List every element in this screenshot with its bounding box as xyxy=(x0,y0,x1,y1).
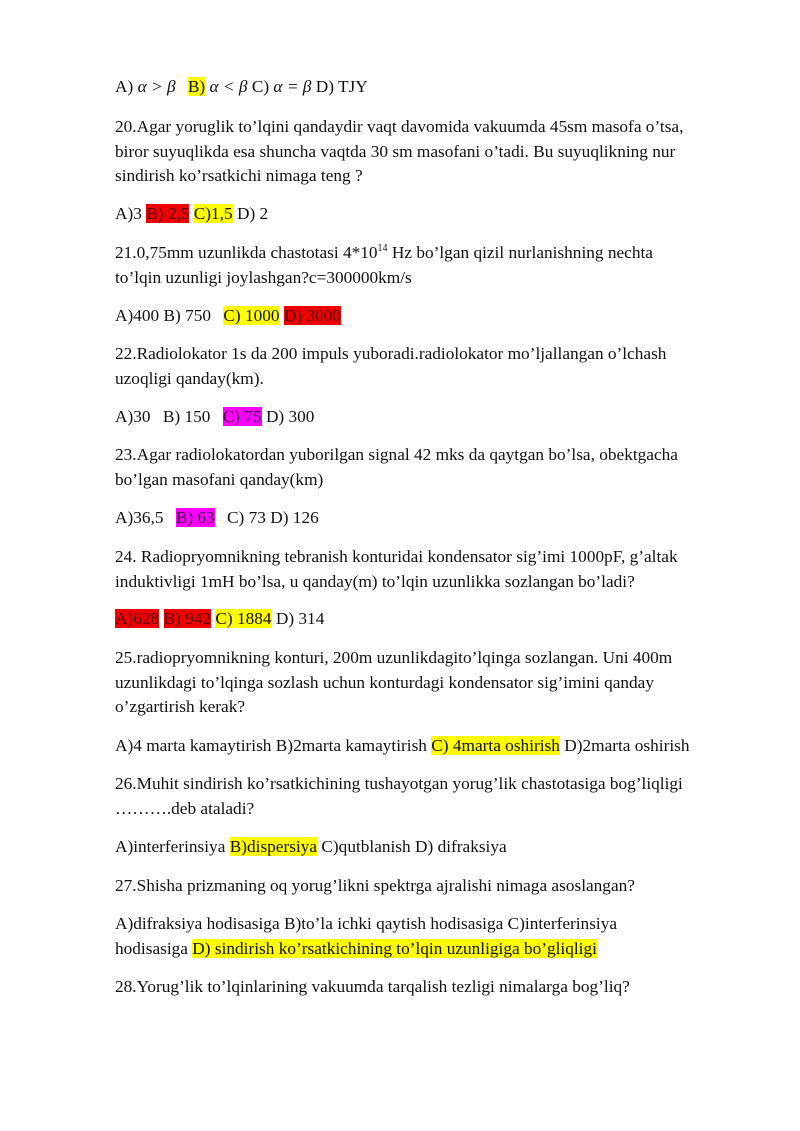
q27-question xyxy=(115,874,755,899)
q28-line: 28.Yorug’lik to’lqinlarining vakuumda tarqalish tezligi nimalarga bog’liq? xyxy=(115,977,630,996)
q26-line: 26.Muhit sindirish ko’rsatkichining tushayotgan yorug’lik chastotasiga bog’liqligi xyxy=(115,774,683,793)
q20-option-d: D) 2 xyxy=(236,204,269,223)
q26-option-d: D) difraksiya xyxy=(415,837,507,856)
q19-options xyxy=(115,75,755,100)
q21-option-a: A)400 xyxy=(115,306,160,325)
q21-line: 21.0,75mm uzunlikda chastotasi 4*10 xyxy=(115,243,378,262)
q25-line: 25.radiopryomnikning konturi, 200m uzunlikdagito’lqinga sozlangan. Uni 400m xyxy=(115,648,673,667)
q20-option-b: B) 2,5 xyxy=(146,204,190,223)
q25-option-b: B)2marta kamaytirish xyxy=(275,736,427,755)
q24-option-d: D) 314 xyxy=(275,609,325,628)
q23-line: bo’lgan masofani qanday(km) xyxy=(115,469,324,489)
q25-option-d: D)2marta oshirish xyxy=(564,736,690,755)
q22-line: uzoqligi qanday(km). xyxy=(115,368,264,388)
q27-option-d: D) sindirish ko’rsatkichining to’lqin uzunligiga bo’gliqligi xyxy=(192,938,597,958)
q22-line: 22.Radiolokator 1s da 200 impuls yuboradi.radiolokator mo’ljallangan o’lchash xyxy=(115,344,667,363)
q24-option-b: B) 942 xyxy=(163,609,212,628)
q25-options xyxy=(115,734,755,759)
q21-question xyxy=(115,241,755,290)
q28-question xyxy=(115,975,755,1000)
q26-option-a: A)interferinsiya xyxy=(115,837,226,856)
q24-options xyxy=(115,607,755,632)
q22-question xyxy=(115,342,755,391)
q20-line: 20.Agar yoruglik to’lqini qandaydir vaqt davomida vakuumda 45sm masofa o’tsa, xyxy=(115,117,684,136)
q19-option-c: C) xyxy=(251,77,270,96)
q22-option-c: C) 75 xyxy=(222,407,262,426)
q21-option-c: C) 1000 xyxy=(223,306,280,325)
q24-line: 24. Radiopryomnikning tebranish konturidai kondensator sig’imi 1000pF, g’altak xyxy=(115,547,678,566)
q19-option-d: D) TJY xyxy=(315,77,368,96)
q25-option-a: A)4 marta kamaytirish xyxy=(115,736,272,755)
q20-line: sindirish ko’rsatkichi nimaga teng ? xyxy=(115,166,363,185)
q27-option-b: B)to’la ichki qaytish hodisasiga xyxy=(283,914,504,933)
q19-option-c-expr: α = β xyxy=(273,77,312,96)
q22-option-b: B) 150 xyxy=(162,407,211,426)
q20-option-a: A)3 xyxy=(115,204,142,223)
q27-option-a: A)difraksiya hodisasiga xyxy=(115,914,280,933)
q25-question xyxy=(115,646,755,720)
q27-options xyxy=(115,912,755,961)
q27-option-c-continued: hodisasiga xyxy=(115,938,188,958)
q24-question xyxy=(115,545,755,594)
q23-question xyxy=(115,443,755,492)
q23-option-c: C) 73 xyxy=(227,508,266,527)
q23-option-a: A)36,5 xyxy=(115,508,164,527)
q27-option-c: C)interferinsiya xyxy=(507,914,618,933)
q20-options xyxy=(115,202,755,227)
q26-question xyxy=(115,772,755,821)
q19-option-b: B) xyxy=(187,77,206,96)
q22-option-d: D) 300 xyxy=(265,407,315,426)
q26-options xyxy=(115,835,755,860)
q21-option-b: B) 750 xyxy=(163,306,212,325)
q20-question xyxy=(115,115,755,189)
q26-option-c: C)qutblanish xyxy=(321,837,411,856)
q23-option-d: D) 126 xyxy=(270,508,319,527)
q24-option-a: A)628 xyxy=(115,609,160,628)
q21-options xyxy=(115,304,755,329)
q22-options xyxy=(115,405,755,430)
q21-exponent: 14 xyxy=(377,243,388,255)
q21-option-d: D) 3000 xyxy=(283,306,341,325)
q23-options xyxy=(115,506,755,531)
q19-option-a-expr: α > β xyxy=(137,77,176,96)
q19-option-a: A) xyxy=(115,77,134,96)
q20-line: biror suyuqlikda esa shuncha vaqtda 30 sm masofani o’tadi. Bu suyuqlikning nur xyxy=(115,141,676,161)
q25-option-c: C) 4marta oshirish xyxy=(431,736,560,755)
q23-line: 23.Agar radiolokatordan yuborilgan signal 42 mks da qaytgan bo’lsa, obektgacha xyxy=(115,445,678,464)
q24-option-c: C) 1884 xyxy=(215,609,272,628)
q22-option-a: A)30 xyxy=(115,407,151,426)
q20-option-c: C)1,5 xyxy=(193,204,233,223)
q24-line: induktivligi 1mH bo’lsa, u qanday(m) to’lqin uzunlikka sozlangan bo’ladi? xyxy=(115,571,635,591)
q27-line: 27.Shisha prizmaning oq yorug’likni spektrga ajralishi nimaga asoslangan? xyxy=(115,876,635,895)
q19-option-b-expr: α < β xyxy=(209,77,248,96)
q25-line: uzunlikdagi to’lqinga sozlash uchun konturdagi kondensator sig’imini qanday xyxy=(115,672,654,692)
q21-line: to’lqin uzunligi joylashgan?c=300000km/s xyxy=(115,267,412,287)
q21-line: Hz bo’lgan qizil nurlanishning nechta xyxy=(387,243,653,262)
q26-line: ……….deb ataladi? xyxy=(115,798,255,818)
q25-line: o’zgartirish kerak? xyxy=(115,697,246,716)
q23-option-b: B) 63 xyxy=(175,508,215,527)
q26-option-b: B)dispersiya xyxy=(229,837,318,856)
